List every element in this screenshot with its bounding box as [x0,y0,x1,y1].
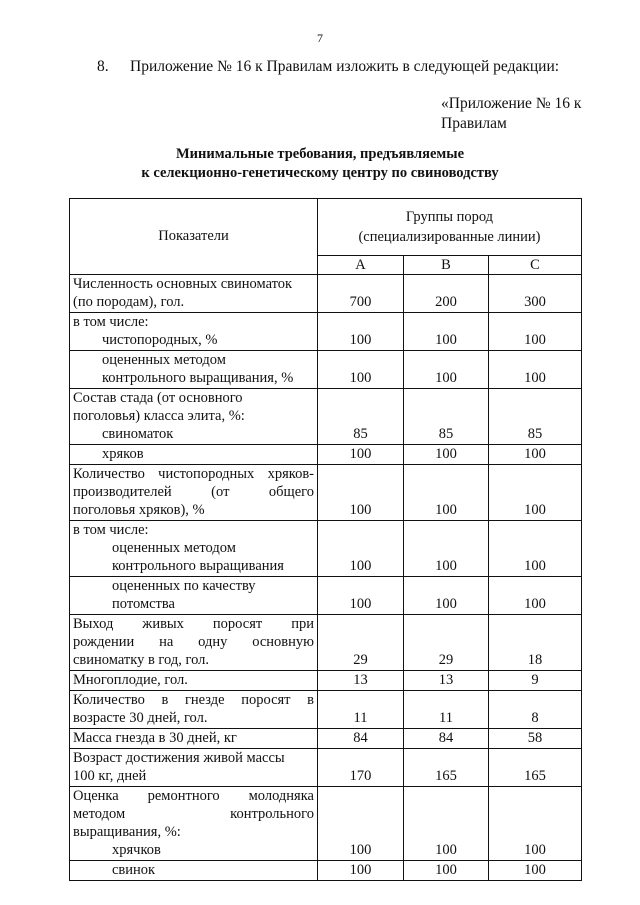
value-c: 9 [489,671,582,691]
value-a: 100 [318,313,404,351]
value-a: 170 [318,749,404,787]
value-a: 85 [318,389,404,445]
value-c: 58 [489,729,582,749]
row-label [70,445,318,465]
value-c: 300 [489,275,582,313]
value-b: 29 [404,615,489,671]
value-b: 100 [404,787,489,861]
table-row [70,465,582,521]
value-c: 100 [489,351,582,389]
value-a: 13 [318,671,404,691]
label-line: в том числе: [73,314,149,330]
value-b: 100 [404,577,489,615]
row-label [70,861,318,881]
row-label [70,729,318,749]
value-a: 100 [318,445,404,465]
label-line: 100 кг, дней [73,768,147,784]
table-row [70,729,582,749]
value-c: 100 [489,465,582,521]
value-a: 100 [318,465,404,521]
header-indicators: Показатели [70,199,318,275]
value-b: 165 [404,749,489,787]
value-c: 8 [489,691,582,729]
label-line: Количество в гнезде поросят в [73,692,314,708]
amendment-item [97,58,559,76]
label-line: (по породам), гол. [73,294,185,310]
header-col-b: В [404,256,489,275]
value-b: 100 [404,521,489,577]
value-a: 100 [318,787,404,861]
label-line: Количество чистопородных хряков- [73,466,314,482]
row-label [70,671,318,691]
row-label [70,691,318,729]
label-line: Масса гнезда в 30 дней, кг [73,730,237,746]
label-line: возрасте 30 дней, гол. [73,710,208,726]
appendix-reference [441,94,581,134]
row-label [70,465,318,521]
table-row [70,389,582,445]
requirements-table [69,198,582,881]
table-row [70,275,582,313]
table-row [70,691,582,729]
table-row [70,671,582,691]
row-label [70,787,318,861]
row-label [70,521,318,577]
label-line: хряков [102,446,144,462]
label-line: хрячков [112,842,161,858]
table-row [70,749,582,787]
value-b: 200 [404,275,489,313]
value-b: 100 [404,313,489,351]
label-line: потомства [112,596,175,612]
value-a: 84 [318,729,404,749]
label-line: свиноматок [102,426,174,442]
row-label [70,351,318,389]
value-c: 100 [489,445,582,465]
document-title [0,145,640,183]
table-row [70,861,582,881]
value-a: 100 [318,351,404,389]
value-c: 100 [489,861,582,881]
label-line: оцененных по качеству [112,578,256,594]
label-line: в том числе: [73,522,149,538]
value-c: 100 [489,521,582,577]
row-label [70,577,318,615]
label-line: Состав стада (от основного [73,390,243,406]
row-label [70,615,318,671]
value-c: 165 [489,749,582,787]
header-col-c: С [489,256,582,275]
item-number: 8. [97,58,109,75]
value-b: 85 [404,389,489,445]
label-line: рождении на одну основную [73,634,314,650]
table-row [70,521,582,577]
row-label [70,275,318,313]
header-groups-line-1: Группы пород [405,209,494,225]
label-line: контрольного выращивания, % [102,370,294,386]
label-line: контрольного выращивания [112,558,284,574]
table-row [70,615,582,671]
value-b: 84 [404,729,489,749]
value-c: 85 [489,389,582,445]
value-a: 100 [318,577,404,615]
value-b: 100 [404,351,489,389]
value-c: 18 [489,615,582,671]
title-line-2: к селекционно-генетическому центру по свиноводству [141,165,499,181]
table-row [70,787,582,861]
label-line: оцененных методом [112,540,236,556]
header-col-a: А [318,256,404,275]
value-b: 11 [404,691,489,729]
value-c: 100 [489,577,582,615]
item-text: Приложение № 16 к Правилам изложить в следующей редакции: [130,58,560,75]
value-b: 100 [404,465,489,521]
label-line: Возраст достижения живой массы [73,750,285,766]
header-groups-line-2: (специализированные линии) [358,229,541,245]
header-breed-groups [318,199,582,256]
row-label [70,389,318,445]
label-line: поголовья хряков), % [73,502,205,518]
label-line: свиноматку в год, гол. [73,652,209,668]
value-c: 100 [489,787,582,861]
table-row [70,313,582,351]
page-number: 7 [317,31,323,45]
label-line: Выход живых поросят при [73,616,314,632]
label-line: выращивания, %: [73,824,181,840]
label-line: Многоплодие, гол. [73,672,188,688]
appendix-line-1: «Приложение № 16 к [441,95,582,112]
value-c: 100 [489,313,582,351]
value-a: 700 [318,275,404,313]
label-line: Оценка ремонтного молодняка [73,788,314,804]
table-row [70,577,582,615]
value-a: 11 [318,691,404,729]
label-line: производителей (от общего [73,484,314,500]
value-a: 29 [318,615,404,671]
table-row [70,445,582,465]
label-line: Численность основных свиноматок [73,276,293,292]
table-header-row [70,199,582,256]
label-line: свинок [112,862,156,878]
value-b: 13 [404,671,489,691]
row-label [70,749,318,787]
value-a: 100 [318,861,404,881]
label-line: методом контрольного [73,806,314,822]
value-b: 100 [404,861,489,881]
label-line: оцененных методом [102,352,226,368]
label-line: чистопородных, % [102,332,218,348]
title-line-1: Минимальные требования, предъявляемые [175,146,465,162]
label-line: поголовья) класса элита, %: [73,408,245,424]
value-a: 100 [318,521,404,577]
value-b: 100 [404,445,489,465]
row-label [70,313,318,351]
appendix-line-2: Правилам [441,115,507,132]
table-row [70,351,582,389]
